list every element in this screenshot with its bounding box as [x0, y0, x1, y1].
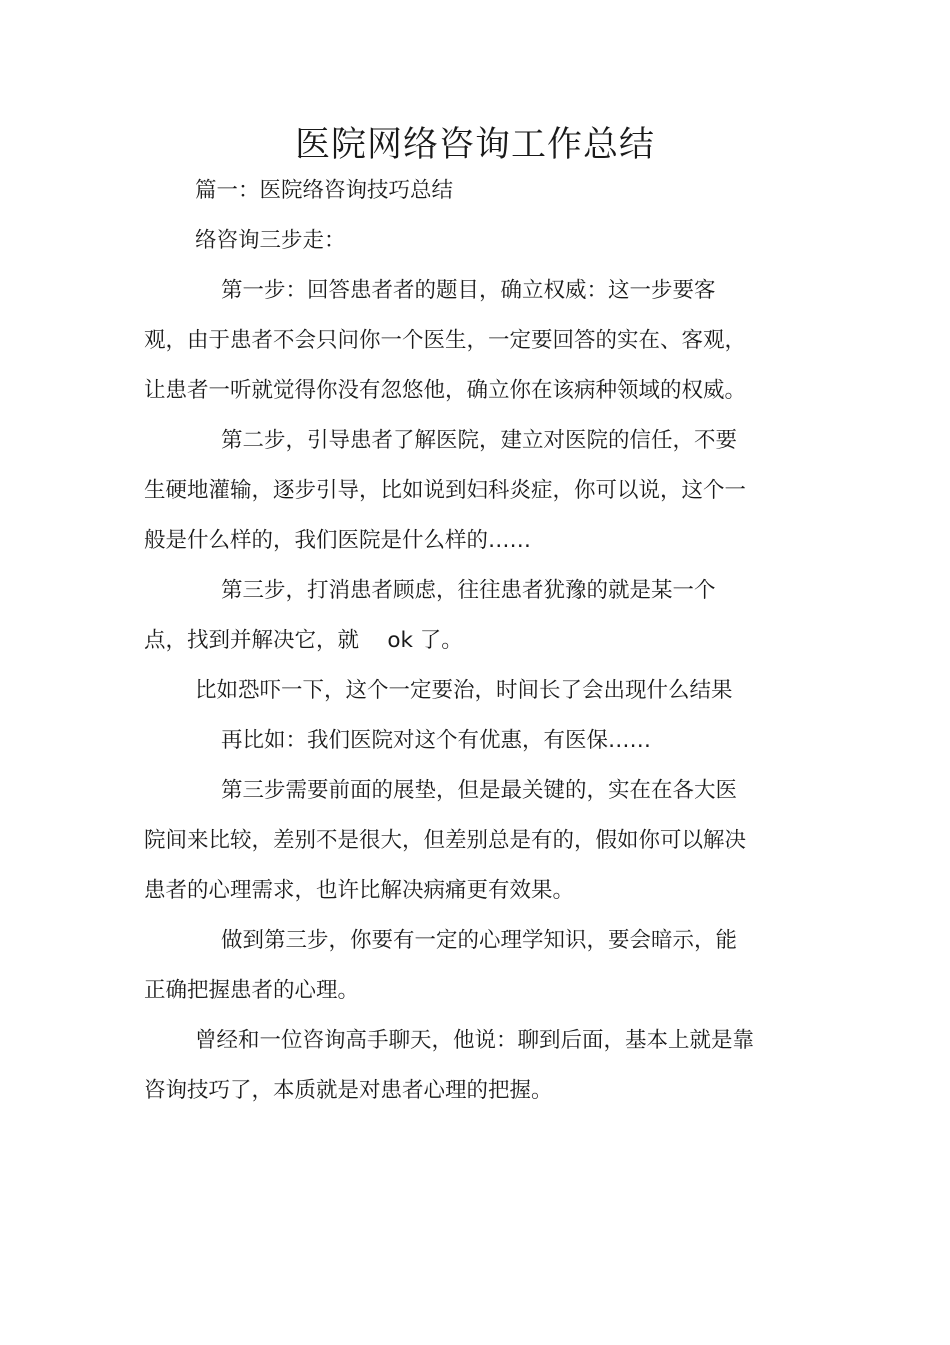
document-title: 医院网络咨询工作总结 [294, 125, 655, 165]
paragraph: 曾经和一位咨询高手聊天，他说：聊到后面，基本上就是靠咨询技巧了，本质就是对患者心理的把握。 [144, 1028, 755, 1103]
paragraph: 做到第三步，你要有一定的心理学知识，要会暗示，能正确把握患者的心理。 [144, 928, 738, 1003]
paragraph: 再比如：我们医院对这个有优惠，有医保…… [221, 728, 652, 753]
paragraph: 第三步需要前面的展垫，但是最关键的，实在在各大医院间来比较，差别不是很大，但差别总是有的，假如你可以解决患者的心理需求，也许比解决病痛更有效果。 [144, 778, 747, 903]
paragraph: 第一步：回答患者者的题目，确立权威：这一步要客观，由于患者不会只问你一个医生，一定要回答的实在、客观，让患者一听就觉得你没有忽悠他，确立你在该病种领域的权威。 [144, 278, 747, 403]
paragraph: 第二步，引导患者了解医院，建立对医院的信任，不要生硬地灌输，逐步引导，比如说到妇科炎症，你可以说，这个一般是什么样的，我们医院是什么样的…… [144, 428, 747, 553]
document-body [144, 166, 754, 1116]
paragraph: 篇一：医院络咨询技巧总结 [195, 178, 454, 203]
paragraph: 比如恐吓一下，这个一定要治，时间长了会出现什么结果 [195, 678, 733, 703]
paragraph: 第三步，打消患者顾虑，往往患者犹豫的就是某一个点，找到并解决它，就 ok 了。 [144, 578, 716, 653]
paragraph: 络咨询三步走： [195, 228, 346, 253]
